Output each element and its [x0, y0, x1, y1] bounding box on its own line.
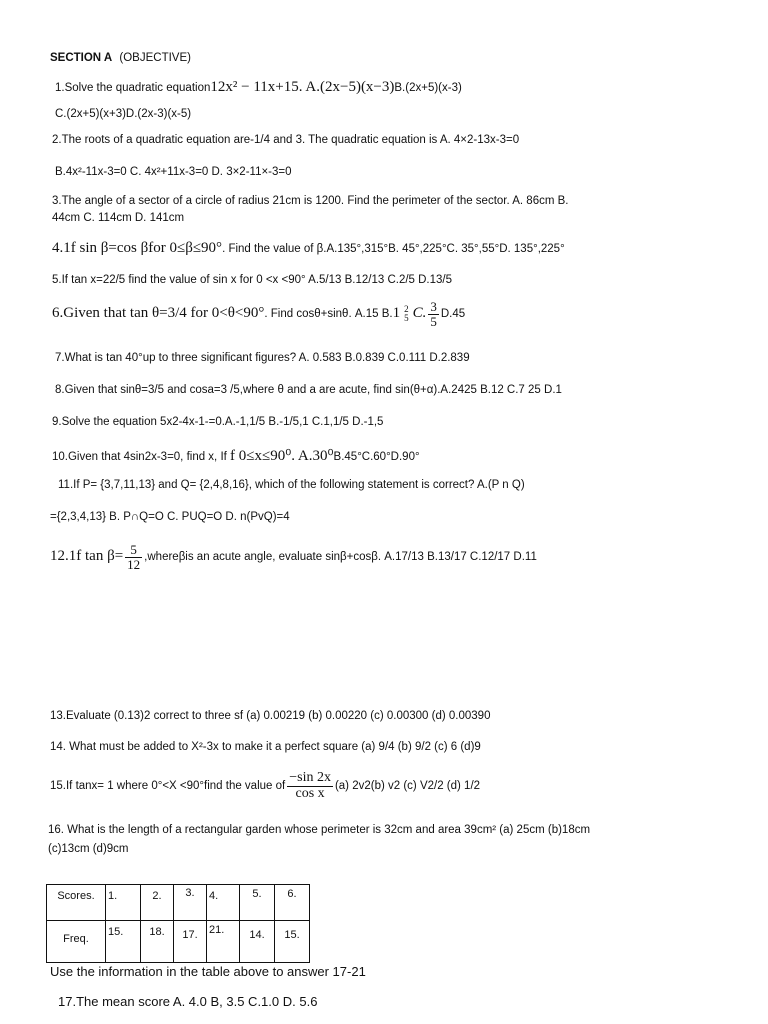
question-5: 5.If tan x=22/5 find the value of sin x for 0 <x <90° A.5/13 B.12/13 C.2/5 D.13/5 [52, 274, 453, 286]
question-16-options: (c)13cm (d)9cm [48, 843, 129, 855]
question-2: 2.The roots of a quadratic equation are-1/4 and 3. The quadratic equation is A. 4×2-13x-3=0 [52, 134, 520, 146]
q10-math: f 0≤x≤90⁰. A.30⁰ [230, 448, 334, 464]
q12-fraction [125, 543, 142, 571]
q15-prefix: 15.If tanx= 1 where 0°<X <90°find the value of [50, 780, 286, 793]
table-cell [207, 885, 240, 921]
freq-value: 21. [209, 924, 225, 936]
freq-value: 18. [149, 926, 165, 938]
q6-c-den: 5 [430, 313, 437, 329]
question-11: 11.If P= {3,7,11,13} and Q= {2,4,8,16}, which of the following statement is correct? A.(P n Q) [58, 479, 525, 491]
section-subtitle: (OBJECTIVE) [119, 52, 191, 64]
q6-b-whole: 1 [392, 305, 401, 322]
table-row-freq [47, 921, 310, 963]
question-8: 8.Given that sinθ=3/5 and cosa=3 /5,where θ and a are acute, find sin(θ+α).A.2425 B.12 C.7 25 D.1 [55, 384, 562, 396]
q15-fraction [287, 771, 333, 801]
score-value: 4. [209, 890, 219, 902]
q6-text: . Find cosθ+sinθ. A.15 B. [264, 308, 393, 321]
q1-prefix: 1.Solve the quadratic equation [55, 82, 211, 94]
q1-equation: 12x² − 11x+15. A.(2x−5)(x−3) [210, 79, 395, 95]
question-3: 3.The angle of a sector of a circle of radius 21cm is 1200. Find the perimeter of the sector. A. 86cm B. [52, 195, 569, 207]
q6-b-den: 5 [404, 313, 409, 324]
table-header-cell [47, 885, 106, 921]
table-cell [141, 885, 174, 921]
table-header-cell [47, 921, 106, 963]
q6-c-num: 3 [430, 299, 437, 314]
question-11-options: ={2,3,4,13} B. P∩Q=O C. PUQ=O D. n(PvQ)=4 [50, 511, 290, 523]
table-cell [275, 885, 310, 921]
question-2-options: B.4x²-11x-3=0 C. 4x²+11x-3=0 D. 3×2-11×-3=0 [55, 166, 292, 178]
q12-text: ,whereβis an acute angle, evaluate sinβ+cosβ. A.17/13 B.13/17 C.12/17 D.11 [144, 551, 537, 564]
question-16: 16. What is the length of a rectangular garden whose perimeter is 32cm and area 39cm² (a) 25cm (b)18cm [48, 824, 591, 836]
table-cell [141, 921, 174, 963]
question-6 [52, 300, 465, 328]
question-4 [52, 239, 565, 257]
question-1-options: C.(2x+5)(x+3)D.(2x-3)(x-5) [55, 108, 192, 120]
scores-label: Scores. [57, 890, 95, 902]
q6-c-label: C. [412, 305, 427, 322]
question-3-options: 44cm C. 114cm D. 141cm [52, 212, 185, 224]
score-value: 5. [252, 888, 262, 900]
table-cell [275, 921, 310, 963]
question-12 [50, 543, 537, 571]
table-cell [174, 885, 207, 921]
q10-suffix: B.45°C.60°D.90° [333, 451, 420, 463]
q6-b-num: 2 [404, 303, 409, 314]
table-cell [240, 921, 275, 963]
q15-num: −sin 2x [289, 770, 331, 785]
table-cell [240, 885, 275, 921]
question-1 [55, 78, 462, 96]
score-value: 2. [152, 890, 162, 902]
q10-prefix: 10.Given that 4sin2x-3=0, find x, If [52, 451, 231, 463]
score-value: 1. [108, 890, 118, 902]
question-7: 7.What is tan 40°up to three significant figures? A. 0.583 B.0.839 C.0.111 D.2.839 [55, 352, 470, 364]
q6-b-fraction [402, 305, 411, 324]
section-header [50, 52, 191, 66]
score-value: 3. [185, 887, 195, 899]
q6-math: 6.Given that tan θ=3/4 for 0<θ<90° [52, 305, 265, 322]
table-cell [106, 921, 141, 963]
question-15 [50, 771, 480, 801]
freq-label: Freq. [63, 933, 89, 945]
q12-num: 5 [125, 543, 142, 558]
question-14: 14. What must be added to X²-3x to make it a perfect square (a) 9/4 (b) 9/2 (c) 6 (d)9 [50, 741, 481, 753]
q15-den: cos x [295, 785, 325, 801]
table-row-scores [47, 885, 310, 921]
q6-d: D.45 [440, 308, 466, 321]
q1-suffix: B.(2x+5)(x-3) [394, 82, 462, 94]
table-cell [207, 921, 240, 963]
table-instruction: Use the information in the table above to answer 17-21 [50, 964, 366, 979]
q15-suffix: (a) 2v2(b) v2 (c) V2/2 (d) 1/2 [334, 780, 481, 793]
q4-math: 4.1f sin β=cos βfor 0≤β≤90° [52, 240, 223, 256]
question-17: 17.The mean score A. 4.0 B, 3.5 C.1.0 D. 5.6 [58, 994, 318, 1009]
table-cell [106, 885, 141, 921]
question-13: 13.Evaluate (0.13)2 correct to three sf (a) 0.00219 (b) 0.00220 (c) 0.00300 (d) 0.00390 [50, 710, 491, 722]
question-9: 9.Solve the equation 5x2-4x-1-=0.A.-1,1/5 B.-1/5,1 C.1,1/5 D.-1,5 [52, 416, 384, 428]
freq-value: 17. [182, 929, 198, 941]
scores-table [46, 884, 310, 963]
table-cell [174, 921, 207, 963]
freq-value: 15. [108, 926, 124, 938]
q12-den: 12 [127, 556, 141, 572]
freq-value: 15. [284, 929, 300, 941]
q6-c-fraction [428, 300, 439, 328]
freq-value: 14. [249, 929, 265, 941]
q12-math: 12.1f tan β= [50, 548, 124, 565]
q4-text: . Find the value of β.A.135°,315°B. 45°,225°C. 35°,55°D. 135°,225° [222, 243, 565, 255]
question-10 [52, 447, 420, 465]
score-value: 6. [287, 888, 297, 900]
section-title: SECTION A [50, 52, 113, 64]
